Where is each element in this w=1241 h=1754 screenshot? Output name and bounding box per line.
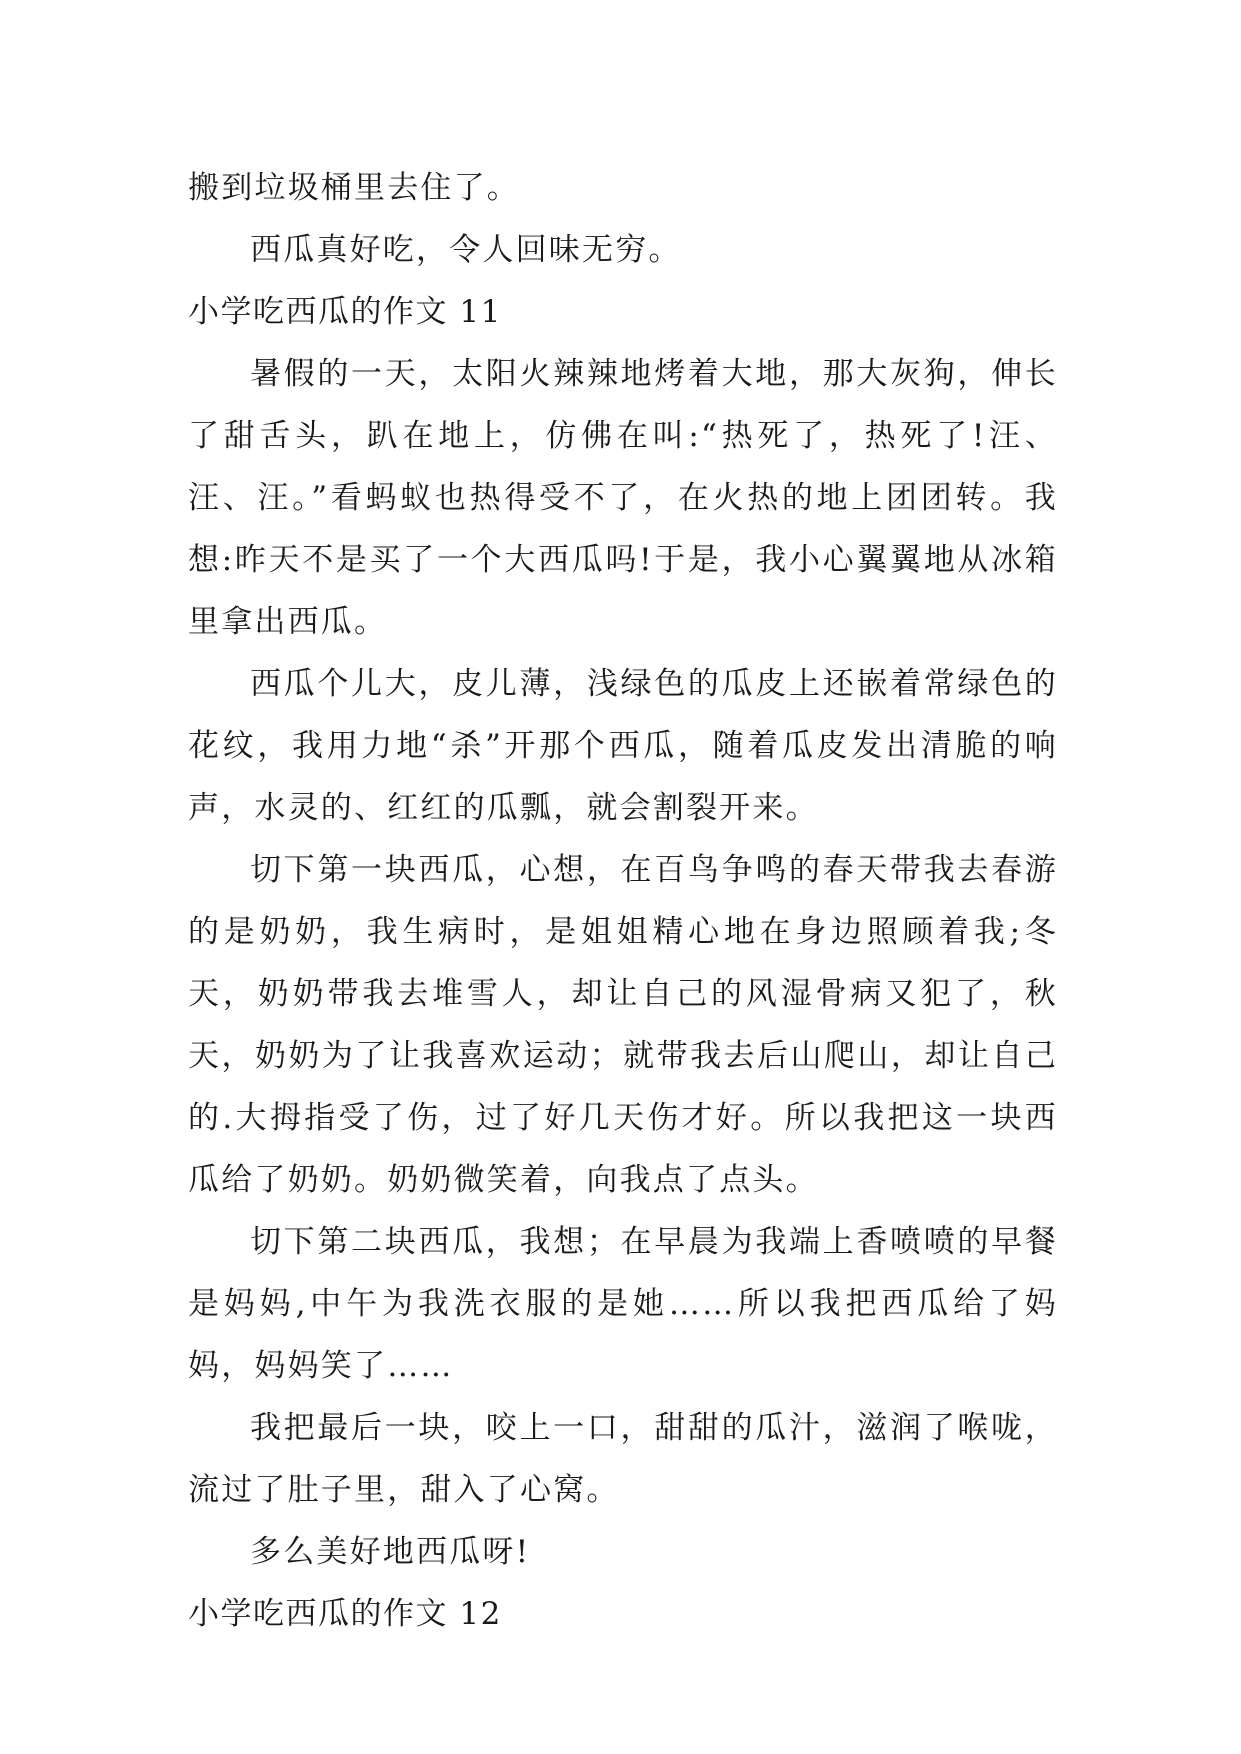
paragraph: 我把最后一块，咬上一口，甜甜的瓜汁，滋润了喉咙，流过了肚子里，甜入了心窝。: [188, 1410, 1058, 1508]
section-heading: 小学吃西瓜的作文 12: [188, 1596, 502, 1632]
paragraph: 搬到垃圾桶里去住了。: [188, 170, 520, 206]
paragraph: 西瓜个儿大，皮儿薄，浅绿色的瓜皮上还嵌着常绿色的花纹，我用力地“杀”开那个西瓜，随着瓜皮发出清脆的响声，水灵的、红红的瓜瓢，就会割裂开来。: [188, 666, 1058, 826]
paragraph: 多么美好地西瓜呀!: [250, 1534, 531, 1570]
paragraph: 暑假的一天，太阳火辣辣地烤着大地，那大灰狗，伸长了甜舌头，趴在地上，仿佛在叫:“热死了，热死了!汪、汪、汪。”看蚂蚁也热得受不了，在火热的地上团团转。我想:昨天不是买了一个大西瓜吗!于是，我小心翼翼地从冰箱里拿出西瓜。: [188, 356, 1058, 640]
article-body: [188, 157, 1058, 1645]
paragraph: 西瓜真好吃，令人回味无穷。: [250, 232, 682, 268]
section-heading: 小学吃西瓜的作文 11: [188, 294, 502, 330]
paragraph: 切下第一块西瓜，心想，在百鸟争鸣的春天带我去春游的是奶奶，我生病时，是姐姐精心地在身边照顾着我;冬天，奶奶带我去堆雪人，却让自己的风湿骨病又犯了，秋天，奶奶为了让我喜欢运动；就带我去后山爬山，却让自己的.大拇指受了伤，过了好几天伤才好。所以我把这一块西瓜给了奶奶。奶奶微笑着，向我点了点头。: [188, 852, 1058, 1198]
paragraph: 切下第二块西瓜，我想；在早晨为我端上香喷喷的早餐是妈妈,中午为我洗衣服的是她……所以我把西瓜给了妈妈，妈妈笑了……: [188, 1224, 1058, 1384]
